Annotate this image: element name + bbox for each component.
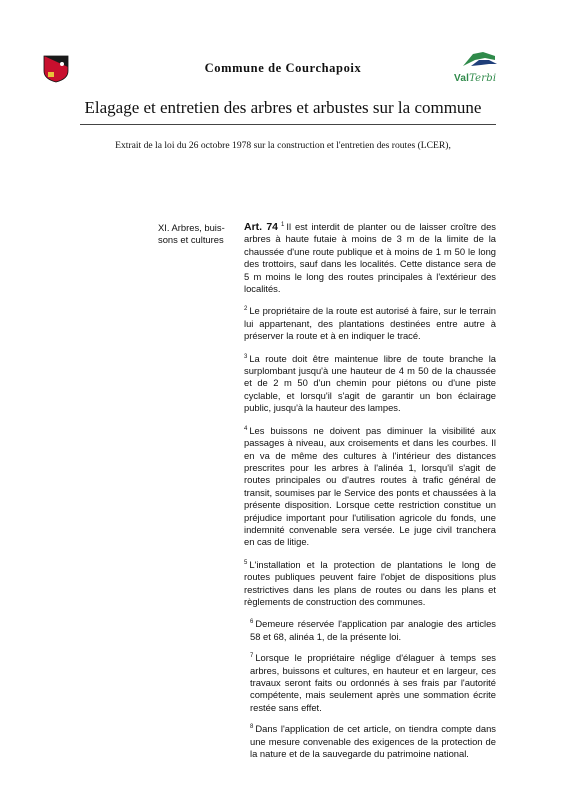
article-paragraph-1 xyxy=(244,221,496,295)
paragraph-text: Le propriétaire de la route est autorisé à faire, sur le terrain lui appartenant, des plantations destinées entre autre à préserver la route et à en indiquer le tracé. xyxy=(244,305,496,342)
valterbi-logo-text: ValTerbi xyxy=(454,73,497,84)
paragraph-number: 1 xyxy=(281,221,285,228)
article-paragraph-2 xyxy=(244,305,496,342)
article-paragraph-5 xyxy=(244,559,496,609)
paragraph-number: 2 xyxy=(244,306,248,313)
paragraph-number: 7 xyxy=(250,653,254,660)
section-heading xyxy=(158,222,234,246)
paragraph-text: Demeure réservée l'application par analogie des articles 58 et 68, alinéa 1, de la présente loi. xyxy=(250,618,496,642)
section-heading-line-1: XI. Arbres, buis- xyxy=(158,222,225,233)
paragraph-number: 8 xyxy=(250,724,254,731)
paragraph-number: 6 xyxy=(250,619,254,626)
title-divider xyxy=(80,124,496,125)
article-paragraph-3 xyxy=(244,353,496,415)
paragraph-text: Lorsque le propriétaire néglige d'élaguer à temps ses arbres, buissons et cultures, en hauteur et en largeur, ces travaux seront faits ou ordonnés à ses frais par l'autorité compétente, mais seulement après une sommation écrite restée sans effet. xyxy=(250,652,496,713)
paragraph-text: Les buissons ne doivent pas diminuer la visibilité aux passages à niveau, aux croisements et dans les courbes. Il en va de même des cultures à l'intérieur des distances prescrites pour les arbres à l'alinéa 1, lorsqu'il s'agit de routes principales ou d'autres routes à trafic général de transit, soumises par le Service des ponts et chaussées à la présente disposition. Lorsque cette restriction constitue un préjudice important pour l'utilisation agricole du fonds, une indemnité convenable sera versée. Le juge civil tranchera en cas de litige. xyxy=(244,424,496,548)
paragraph-number: 4 xyxy=(244,425,248,432)
article-paragraph-4 xyxy=(244,425,496,549)
paragraph-text: Dans l'application de cet article, on tiendra compte dans une mesure convenable des exigences de la protection de la nature et de la sauvegarde du patrimoine national. xyxy=(250,723,496,760)
paragraph-number: 3 xyxy=(244,353,248,360)
paragraph-text: Il est interdit de planter ou de laisser croître des arbres à haute futaie à moins de 3 m de la limite de la chaussée d'une route publique et à moins de 1 m 50 le long des trottoirs, sauf dans les localités. Cette distance sera de 5 m moins le long des routes principales à l'extérieur des localités. xyxy=(244,221,496,295)
article-paragraph-7 xyxy=(244,652,496,714)
article-paragraph-8 xyxy=(244,723,496,760)
article-paragraph-6 xyxy=(244,618,496,643)
paragraph-number: 5 xyxy=(244,559,248,566)
commune-name: Commune de Courchapoix xyxy=(204,61,362,75)
law-extract-caption: Extrait de la loi du 26 octobre 1978 sur la construction et l'entretien des routes (LCER), xyxy=(115,140,451,151)
page-title: Elagage et entretien des arbres et arbustes sur la commune xyxy=(84,98,482,117)
paragraph-text: L'installation et la protection de plantations le long de routes publiques peuvent faire l'objet de dispositions plus restrictives dans les plans de routes ou dans les plans et règlements de construction des communes. xyxy=(244,558,496,607)
paragraph-text: La route doit être maintenue libre de toute branche la surplombant jusqu'à une hauteur de 4 m 50 de la chaussée et de 2 m 50 d'un chemin pour piétons ou d'une piste cyclable, et lorsqu'il s'agit de garantir un bon éclairage public, jusqu'à la hauteur des lampes. xyxy=(244,352,496,414)
article-number: Art. 74 xyxy=(244,221,279,233)
article-74 xyxy=(244,221,496,769)
section-heading-line-2: sons et cultures xyxy=(158,234,224,245)
